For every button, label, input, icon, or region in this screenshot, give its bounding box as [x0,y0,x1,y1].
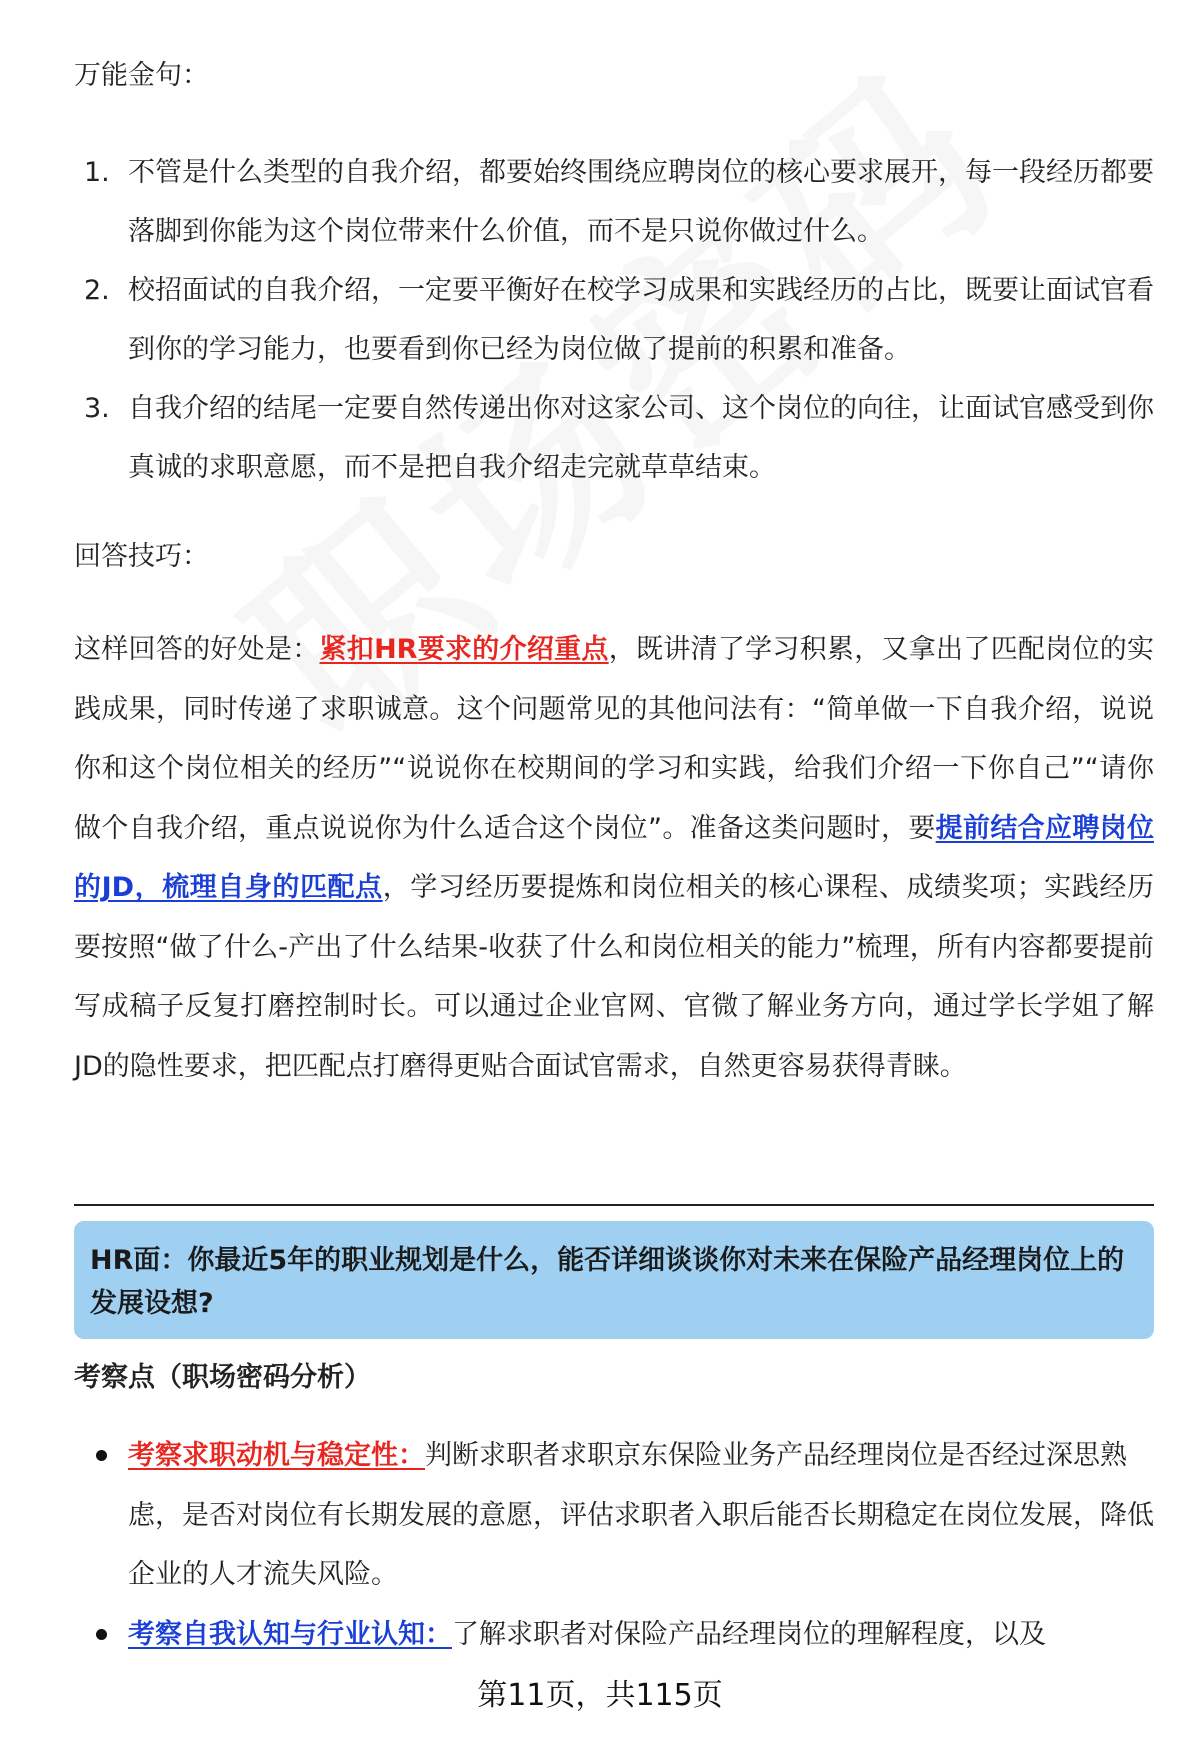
paragraph-text: ，学习经历要提炼和岗位相关的核心课程、成绩奖项；实践经历要按照“做了什么-产出了什么结果-收获了什么和岗位相关的能力”梳理，所有内容都要提前写成稿子反复打磨控制时长。可以通过企业官网、官微了解业务方向，通过学长学姐了解JD的隐性要求，把匹配点打磨得更贴合面试官需求，自然更容易获得青睐。 [74,872,1155,1082]
section-heading-answer-tips: 回答技巧： [74,541,209,572]
highlight-key-point: 紧扣HR要求的介绍重点 [319,634,609,665]
list-number: 1. [84,157,110,188]
paragraph-text: 这样回答的好处是： [74,634,320,665]
page-number: 第11页，共115页 [477,1678,723,1713]
list-item [74,1605,1154,1665]
analysis-heading: 考察点（职场密码分析） [74,1362,371,1393]
list-item [74,1426,1154,1605]
list-item-text: 不管是什么类型的自我介绍，都要始终围绕应聘岗位的核心要求展开，每一段经历都要落脚到你能为这个岗位带来什么价值，而不是只说你做过什么。 [128,157,1154,247]
list-item [74,261,1154,379]
list-item-text: 判断求职者求职京东保险业务产品经理岗位是否经过深思熟虑，是否对岗位有长期发展的意愿，评估求职者入职后能否长期稳定在岗位发展，降低企业的人才流失风险。 [128,1440,1154,1590]
section-heading-golden-sentences: 万能金句： [74,60,209,91]
answer-tips-paragraph [74,620,1154,1096]
list-item-text: 了解求职者对保险产品经理岗位的理解程度，以及 [452,1618,1046,1650]
question-text: HR面：你最近5年的职业规划是什么，能否详细谈谈你对未来在保险产品经理岗位上的发展设想? [90,1245,1125,1319]
bullet-icon [96,1450,107,1461]
list-item [74,379,1154,497]
golden-sentence-list [74,143,1154,497]
list-number: 3. [84,393,110,424]
list-item [74,143,1154,261]
question-box [74,1221,1154,1339]
list-item-text: 自我介绍的结尾一定要自然传递出你对这家公司、这个岗位的向往，让面试官感受到你真诚的求职意愿，而不是把自我介绍走完就草草结束。 [128,393,1154,483]
bullet-icon [96,1629,107,1640]
analysis-label-cognition: 考察自我认知与行业认知： [128,1618,452,1650]
list-item-text: 校招面试的自我介绍，一定要平衡好在校学习成果和实践经历的占比，既要让面试官看到你的学习能力，也要看到你已经为岗位做了提前的积累和准备。 [128,275,1154,365]
analysis-list [74,1426,1154,1664]
list-number: 2. [84,275,110,306]
divider [74,1204,1154,1206]
paragraph-text: ，既讲清了学习积累，又拿出了匹配岗位的实践成果，同时传递了求职诚意。这个问题常见的其他问法有：“简单做一下自我介绍，说说你和这个岗位相关的经历”“说说你在校期间的学习和实践，给我们介绍一下你自己”“请你做个自我介绍，重点说说你为什么适合这个岗位”。准备这类问题时，要 [74,634,1155,844]
highlight-jd-match: 提前结合应聘岗位的JD，梳理自身的匹配点 [74,812,1154,903]
analysis-label-motivation: 考察求职动机与稳定性： [128,1440,425,1471]
